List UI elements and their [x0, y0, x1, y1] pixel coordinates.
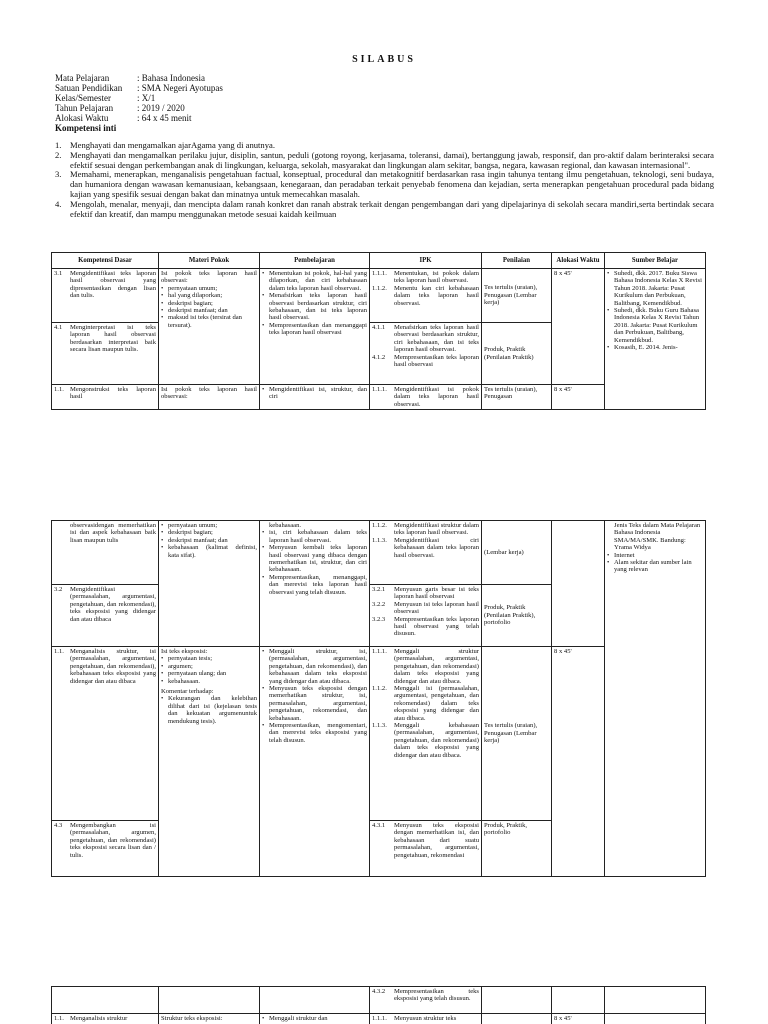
sumber-item: • Kosasih, E. 2014. Jenis-: [607, 344, 703, 351]
ipk-cell: [370, 1014, 482, 1024]
kd-number: 3.2: [54, 586, 63, 593]
kd-cell: [52, 647, 159, 821]
ki-number: 3.: [55, 169, 62, 180]
alokasi-cell: [552, 987, 605, 1014]
ki-text: Menghayati dan mengamalkan ajarAgama yang di anutnya.: [70, 140, 275, 150]
header-materi-pokok: Materi Pokok: [159, 253, 260, 269]
pembelajaran-item: • Menggali struktur, isi, (permasalahan, argumentasi, pengetahuan, dan rekomendasi), dan kebahasaan dalam teks eksposisi yang didengar dan atau dibaca.: [262, 648, 367, 685]
ipk-number: 3.2.3: [372, 615, 386, 623]
syllabus-table-page3: [51, 986, 706, 1024]
ipk-text: Menentukan, isi pokok dalam teks laporan hasil observasi.: [394, 270, 479, 285]
alokasi-cell: 8 x 45': [552, 385, 605, 410]
ipk-text: Menggali isi (permasalahan, argumentasi, pengetahuan, dan rekomendasi) dalam teks eksposisi yang didengar dan atau dibaca.: [394, 685, 479, 722]
ipk-number: 1.1.1.: [372, 1015, 387, 1022]
materi-item: • deskripsi manfaat; dan: [161, 307, 257, 314]
pembelajaran-cell: [260, 987, 370, 1014]
ipk-cell: [370, 385, 482, 410]
materi-cell: Isi pokok teks laporan hasil observasi:: [159, 385, 260, 410]
kd-cell: [52, 323, 159, 385]
pembelajaran-cell: [260, 1014, 370, 1024]
sumber-item: • Suhedi, dkk. 2017. Buku Siswa Bahasa Indonesia Kelas X Revisi Tahun 2018. Jakarta: Pusat Kurikulum dan Perbukuan, Balitbang, Kemendikbud.: [607, 270, 703, 307]
ipk-number: 1.1.2.: [372, 685, 387, 693]
ipk-text: Menggali kebahasaan (permasalahan, argumentasi, pengetahuan, dan rekomendasi) dalam teks eksposisi yang didengar dan atau dibaca.: [394, 722, 479, 759]
ki-text: Memahami, menerapkan, menganalisis pengetahuan factual, konseptual, procedural dan metakognitif berdasarkan rasa ingin tahunya tentang ilmu pengetahuan, teknologi, seni budaya, dan humaniora dengan wawasan kemanusiaan, kebangsaan, kenegaraan, dan peradaban terkait penyebab fenomena dan kejadian, serta menerapkan pengetahuan procedural pada bidang kajian yang spesifik sesuai dengan bakat dan minatnya untuk memecahkan masalah.: [70, 169, 714, 199]
ipk-number: 1.1.3.: [372, 536, 387, 544]
ipk-number: 3.2.1: [372, 586, 386, 593]
kd-number: 3.1: [54, 270, 63, 277]
header-penilaian: Penilaian: [482, 253, 552, 269]
materi-cell: [159, 987, 260, 1014]
pembelajaran-cell: [260, 647, 370, 877]
ipk-number: 4.1.1: [372, 324, 386, 331]
materi-item: • argumen;: [161, 663, 257, 670]
sumber-cell: [605, 269, 706, 410]
kd-text: Mengonstruksi teks laporan hasil: [70, 386, 156, 401]
kompetensi-inti-list: [55, 141, 714, 219]
ipk-number: 1.1.2.: [372, 522, 387, 529]
materi-item: • deskripsi manfaat; dan: [161, 537, 257, 544]
kd-text: Mengidentifikasi teks laporan hasil observasi yang dipresentasikan dengan lisan dan tulis.: [70, 270, 156, 300]
pembelajaran-item: • Menyusun kembali teks laporan hasil observasi yang dibaca dengan memerhatikan isi, struktur, dan ciri kebahasaan.: [262, 544, 367, 574]
ipk-cell: [370, 987, 482, 1014]
ipk-number: 1.1.2.: [372, 284, 387, 292]
pembelajaran-cell: [260, 521, 370, 647]
syllabus-table-page2: [51, 520, 706, 877]
ipk-number: 1.1.1.: [372, 386, 387, 393]
pembelajaran-item: • Mempresentasikan, menanggapi, dan merevisi teks laporan hasil observasi yang telah disusun.: [262, 574, 367, 596]
materi-item: • Kekurangan dan kelebihan dilihat dari isi (kejelasan tesis dan kekuatan argumenuntuk mendukung tesis).: [161, 695, 257, 725]
materi-item: • pernyataan umum;: [161, 522, 257, 529]
penilaian-cell: Produk, Praktik (Penilaian Praktik): [482, 323, 552, 385]
kd-text: Mengembangkan isi (permasalahan, argumen, pengetahuan, dan rekomendasi) teks eksposisi secara lisan dan / tulis.: [70, 822, 156, 859]
penilaian-cell: Produk, Praktik (Penilaian Praktik), portofolio: [482, 585, 552, 647]
ipk-text: Menyusun isi teks laporan hasil observasi: [394, 600, 479, 616]
materi-intro: Isi pokok teks laporan hasil observasi:: [161, 270, 257, 285]
kd-number: 1.1.: [54, 386, 64, 393]
materi-item: • kebahasaan.: [161, 678, 257, 685]
ipk-text: Mengidentifikasi struktur dalam teks laporan hasil observasi.: [394, 522, 479, 537]
ipk-number: 4.1.2: [372, 353, 386, 361]
ipk-text: Menyusun garis besar isi teks laporan hasil observasi: [394, 586, 479, 601]
kd-cell: observasidengan memerhatikan isi dan aspek kebahasaan baik lisan maupun tulis: [52, 521, 159, 585]
ipk-cell: [370, 821, 482, 877]
pembelajaran-item: • Menggali struktur dan: [262, 1015, 367, 1022]
ipk-text: Mengidentifikasi ciri kebahasaan dalam teks laporan hasil observasi.: [394, 536, 479, 559]
info-key: Kelas/Semester: [55, 93, 111, 103]
materi-cell: [159, 647, 260, 877]
sumber-cell: [605, 987, 706, 1014]
materi-item: • pernyataan tesis;: [161, 655, 257, 662]
kd-cell: [52, 269, 159, 323]
kd-number: 1.1.: [54, 648, 64, 655]
penilaian-cell: Tes tertulis (uraian), Penugasan (Lembar kerja): [482, 269, 552, 323]
pembelajaran-item: • Menentukan isi pokok, hal-hal yang dilaporkan, dan ciri kebahasaan dalam teks laporan hasil observasi.: [262, 270, 367, 292]
pembelajaran-item: • Mempresentasikan dan menanggapi teks laporan hasil observasi: [262, 322, 367, 337]
ipk-cell: [370, 269, 482, 323]
identity-block: [55, 73, 223, 133]
alokasi-cell: [552, 521, 605, 647]
materi-item: • pernyataan umum;: [161, 285, 257, 292]
ipk-number: 1.1.1.: [372, 270, 387, 277]
ipk-number: 4.3.2: [372, 988, 386, 995]
kd-text: Menganalisis struktur, isi (permasalahan, argumentasi, pengetahuan, dan rekomendasi), kebahasaan teks eksposisi yang didengar dan atau dibaca: [70, 648, 156, 685]
sumber-text: Jenis Teks dalam Mata Pelajaran Bahasa Indonesia SMA/MA/SMK. Bandung: Yrama Widya: [614, 522, 701, 552]
penilaian-cell: Tes tertulis (uraian), Penugasan (Lembar kerja): [482, 647, 552, 821]
pembelajaran-item: • Menyusun teks eksposisi dengan memerhatikan struktur, isi, permasalahan, argumentasi, pengetahuan, rekomendasi, dan kebahasaan.: [262, 685, 367, 722]
ipk-cell: [370, 521, 482, 585]
ki-heading: Kompetensi inti: [55, 123, 117, 133]
pembelajaran-cell: [260, 385, 370, 410]
ki-number: 1.: [55, 140, 62, 150]
pembelajaran-item: • Mengidentifikasi isi, struktur, dan ciri: [262, 386, 367, 401]
ipk-number: 4.3.1: [372, 822, 386, 829]
ipk-text: Mempresentasikan teks laporan hasil observasi: [394, 353, 479, 369]
materi-intro: Komentar terhadap:: [161, 688, 214, 696]
syllabus-table-page1: [51, 252, 706, 410]
materi-cell: [159, 521, 260, 647]
ipk-text: Mengidentifikasi isi pokok dalam teks laporan hasil observasi.: [394, 386, 479, 408]
alokasi-cell: 8 x 45': [552, 1014, 605, 1024]
ipk-text: Menggali struktur (permasalahan, argumentasi, pengetahuan, dan rekomendasi) dalam teks eksposisi yang didengar dan atau dibaca.: [394, 648, 479, 685]
ipk-text: Mempresentasikan teks eksposisi yang telah disusun.: [394, 988, 479, 1003]
ipk-text: Mempresentasikan teks laporan hasil observasi yang telah disusun.: [394, 615, 479, 638]
penilaian-cell: [482, 1014, 552, 1024]
ipk-cell: [370, 323, 482, 385]
penilaian-cell: (Lembar kerja): [482, 521, 552, 585]
materi-item: • kebahasaan (kalimat definisi, kata sifat).: [161, 544, 257, 559]
ipk-text: Menentu kan ciri kebahasaan dalam teks laporan hasil observasi.: [394, 284, 479, 307]
kd-text: Mengidentifikasi (permasalahan, argumentasi, pengetahuan, dan rekomendasi), teks eksposisi yang didengar dan atau dibaca: [70, 586, 156, 623]
sumber-item: • Internet: [607, 552, 703, 559]
kd-text: Menganalisis struktur: [70, 1015, 128, 1022]
header-sumber-belajar: Sumber Belajar: [605, 253, 706, 269]
header-pembelajaran: Pembelajaran: [260, 253, 370, 269]
ipk-cell: [370, 585, 482, 647]
alokasi-cell: 8 x 45': [552, 269, 605, 385]
ki-number: 4.: [55, 198, 62, 209]
materi-item: • deskripsi bagian;: [161, 300, 257, 307]
sumber-cell: [605, 521, 706, 877]
header-kompetensi-dasar: Kompetensi Dasar: [52, 253, 159, 269]
pembelajaran-item: • isi, ciri kebahasaan dalam teks laporan hasil observasi.: [262, 529, 367, 544]
info-value: : Bahasa Indonesia: [137, 73, 205, 83]
materi-item: • maksud isi teks (tersirat dan tersurat).: [161, 314, 257, 329]
materi-cell: Struktur teks eksposisi:: [159, 1014, 260, 1024]
ipk-cell: [370, 647, 482, 821]
sumber-cell: [605, 1014, 706, 1024]
penilaian-cell: [482, 987, 552, 1014]
ki-number: 2.: [55, 149, 62, 160]
materi-intro: Isi teks eksposisi:: [161, 648, 208, 655]
header-ipk: IPK: [370, 253, 482, 269]
pembelajaran-item: • Mempresentasikan, mengomentari, dan merevisi teks eksposisi yang telah disusun.: [262, 722, 367, 744]
kd-cell: [52, 385, 159, 410]
pembelajaran-cell: [260, 269, 370, 385]
info-value: : SMA Negeri Ayotupas: [137, 83, 223, 93]
kd-number: 1.1.: [54, 1015, 64, 1022]
kd-cell: [52, 585, 159, 647]
materi-item: • deskripsi bagian;: [161, 529, 257, 536]
document-title: SILABUS: [352, 54, 416, 65]
ipk-text: Menyusun teks eksposisi dengan memerhatikan isi, dan kebahasaan dari suatu permasalahan, argumentasi, pengetahuan, rekomendasi: [394, 822, 479, 859]
kd-cell: [52, 1014, 159, 1024]
header-alokasi-waktu: Alokasi Waktu: [552, 253, 605, 269]
pembelajaran-item: • Menafsirkan teks laporan hasil observasi berdasarkan struktur, ciri kebahasaan, dan isi teks laporan hasil observasi.: [262, 292, 367, 322]
ipk-number: 1.1.3.: [372, 722, 387, 730]
penilaian-cell: Tes tertulis (uraian), Penugasan: [482, 385, 552, 410]
ki-text: Menghayati dan mengamalkan perilaku jujur, disiplin, santun, peduli (gotong royong, kerjasama, toleransi, damai), bertanggung jawab, responsif, dan pro-aktif dalam berinteraksi secara efektif sesuai dengan perkembangan anak di lingkungan, keluarga, sekolah, masyarakat dan lingkungan alam sekitar, bangsa, negara, kawasan regional, dan kawasan internasional".: [70, 149, 714, 170]
ki-text: Mengolah, menalar, menyaji, dan mencipta dalam ranah konkret dan ranah abstrak terkait dengan pengembangan dari yang dipelajarinya di sekolah secara mandiri,serta bertindak secara efektif dan kreatif, dan mampu menggunakan metode sesuai kaidah keilmuan: [70, 198, 714, 219]
pembelajaran-text: kebahasaan.: [269, 522, 302, 529]
info-value: : X/1: [137, 93, 156, 103]
info-value: : 2019 / 2020: [137, 103, 185, 113]
materi-item: • hal yang dilaporkan;: [161, 292, 257, 299]
kd-cell: [52, 821, 159, 877]
kd-number: 4.1: [54, 324, 63, 331]
ipk-number: 3.2.2: [372, 600, 386, 608]
ipk-number: 1.1.1.: [372, 648, 387, 655]
info-key: Tahun Pelajaran: [55, 103, 114, 113]
sumber-item: • Suhedi, dkk. Buku Guru Bahasa Indonesia Kelas X Revisi Tahun 2018. Jakarta: Pusat Kurikulum dan Perbukuan, Balitbang, Kemendikbud.: [607, 307, 703, 344]
info-value: : 64 x 45 menit: [137, 113, 192, 123]
info-key: Satuan Pendidikan: [55, 83, 123, 93]
ipk-text: Menafsirkan teks laporan hasil observasi berdasarkan struktur, ciri kebahasaan, dan isi teks laporan hasil observasi.: [394, 324, 479, 354]
materi-cell: [159, 269, 260, 385]
materi-item: • pernyataan ulang; dan: [161, 670, 257, 677]
info-key: Alokasi Waktu: [55, 113, 109, 123]
info-key: Mata Pelajaran: [55, 73, 110, 83]
ipk-text: Menyusun struktur teks: [394, 1015, 457, 1022]
alokasi-cell: 8 x 45': [552, 647, 605, 877]
kd-text: Menginterpretasi isi teks laporan hasil observasi berdasarkan interpretasi baik secara lisan maupun tulis.: [70, 324, 156, 354]
sumber-item: • Alam sekitar dan sumber lain yang relevan: [607, 559, 703, 574]
penilaian-cell: Produk, Praktik, portofolio: [482, 821, 552, 877]
kd-cell: [52, 987, 159, 1014]
kd-number: 4.3: [54, 822, 63, 829]
